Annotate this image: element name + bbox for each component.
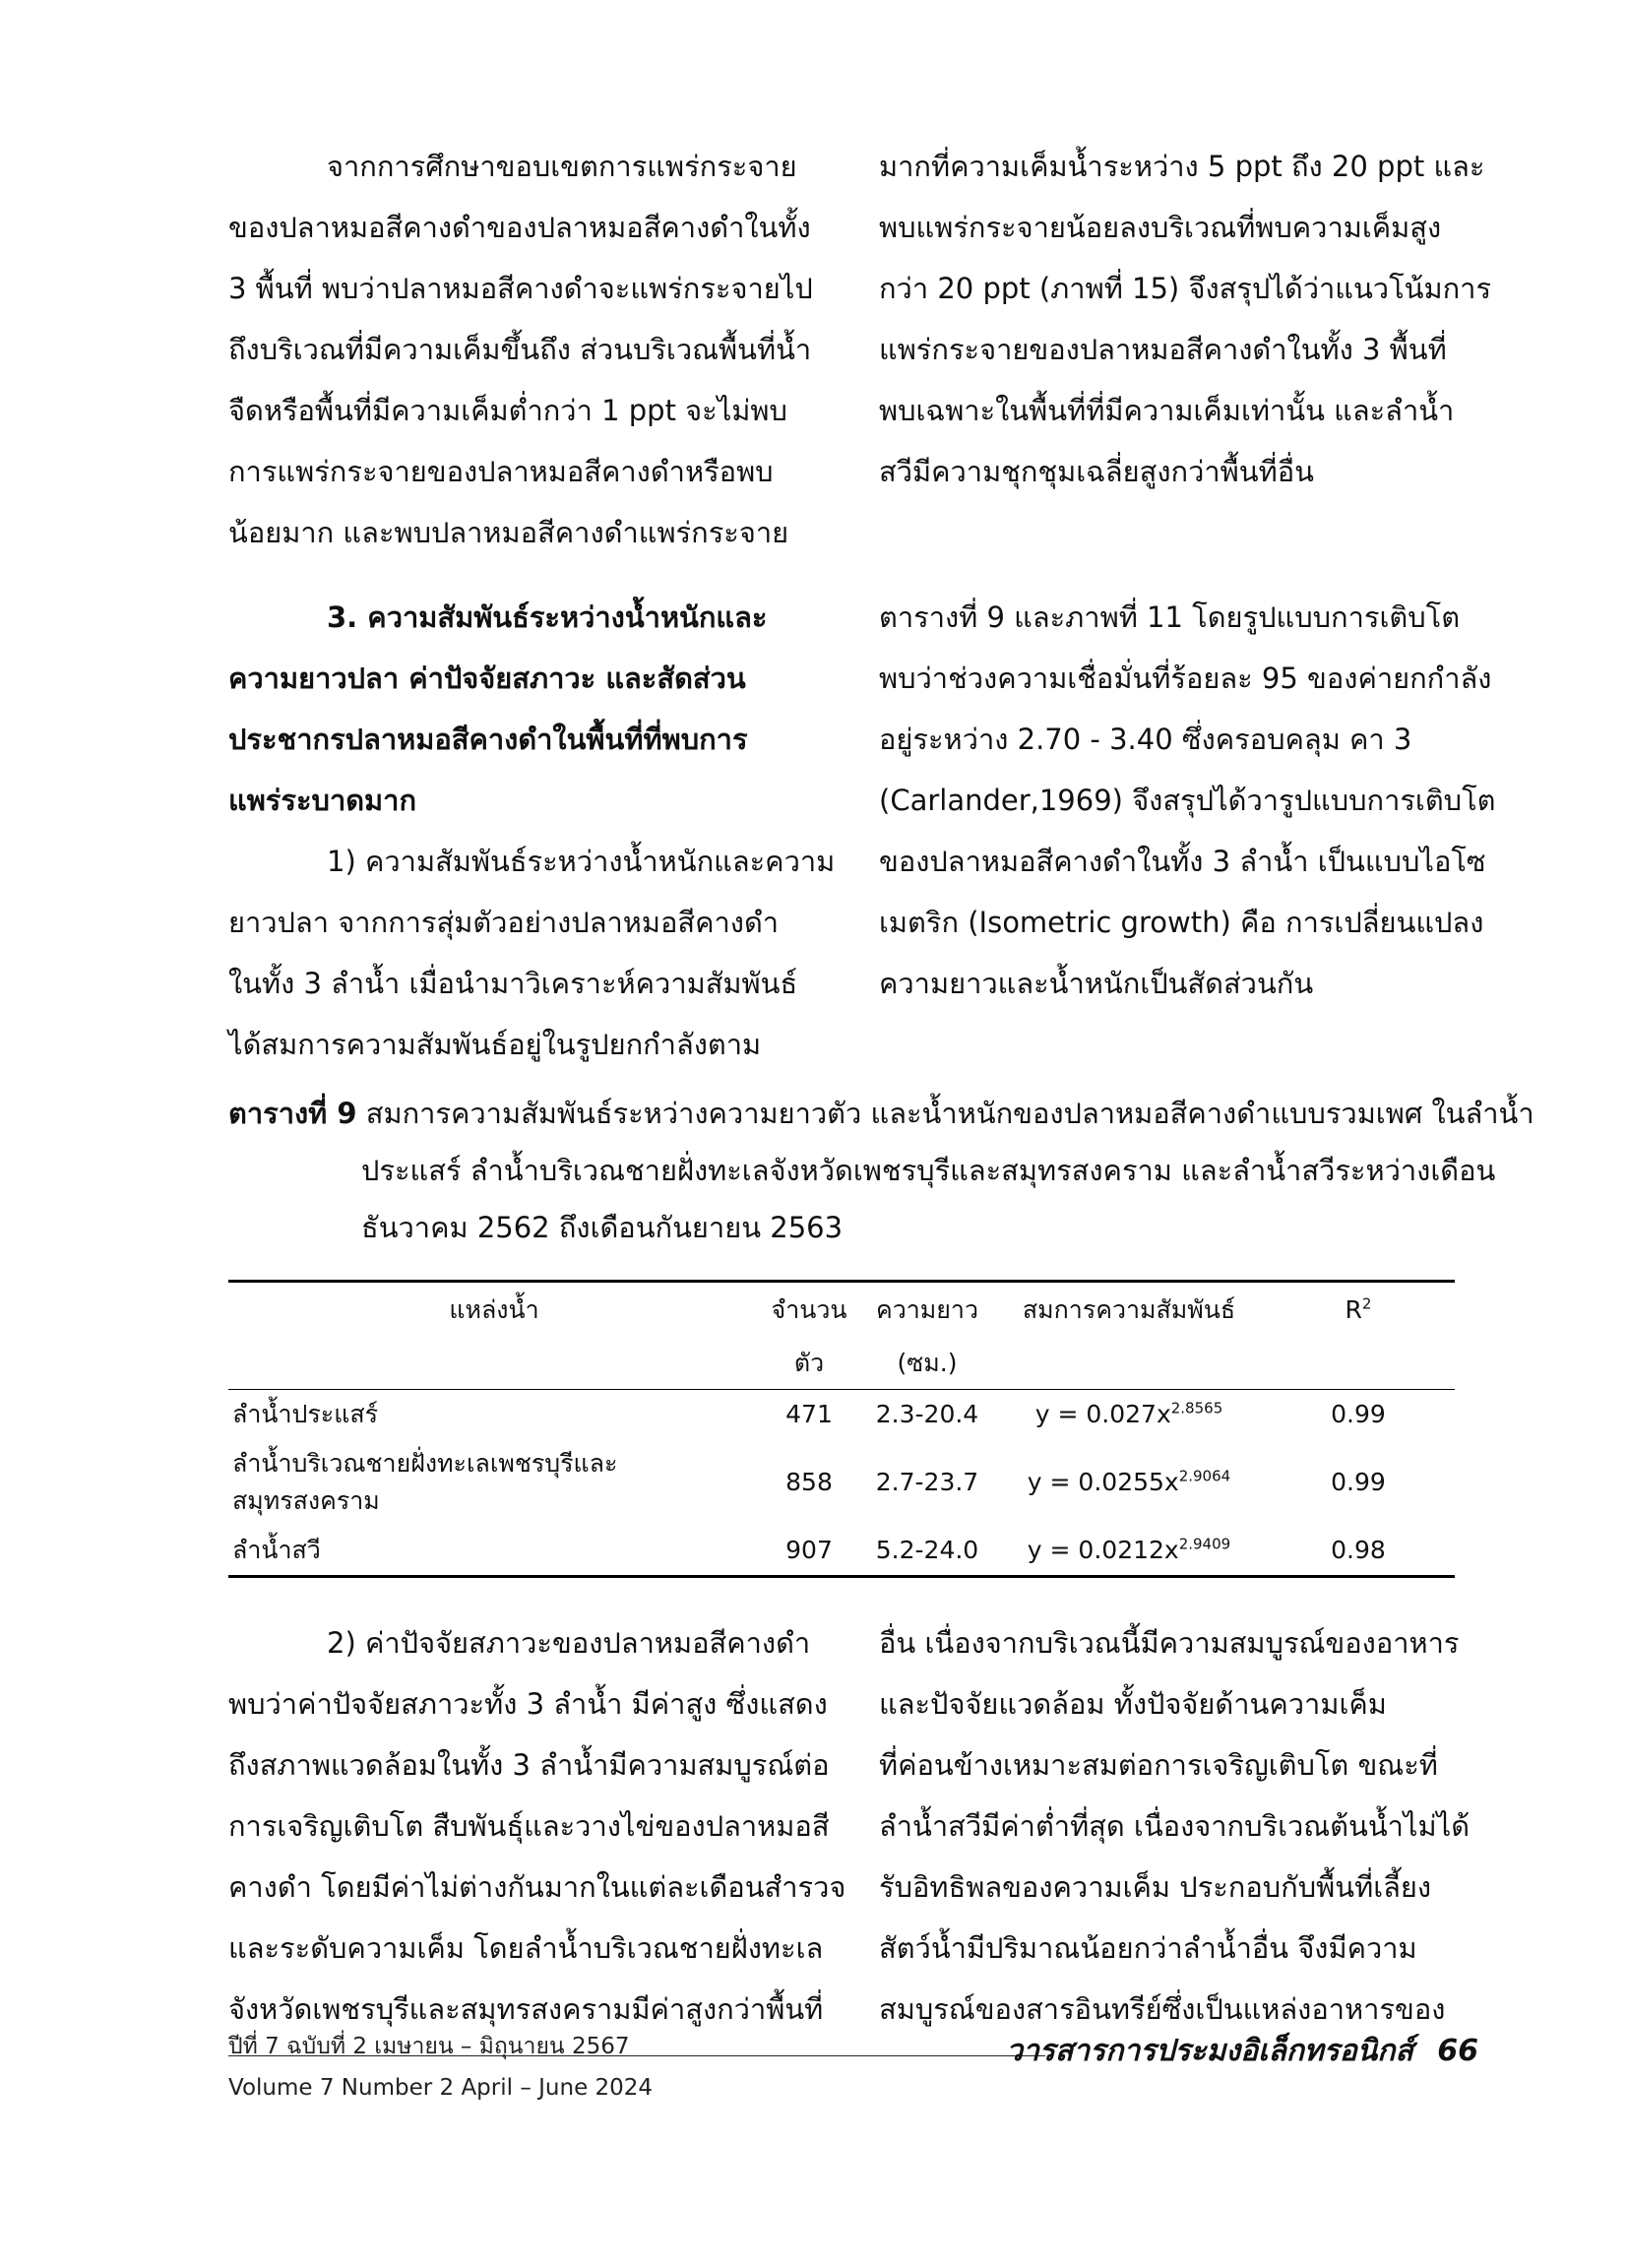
text-line: เมตริก (Isometric growth) คือ การเปลี่ยนแปลง xyxy=(879,906,1484,939)
header-empty xyxy=(996,1336,1262,1390)
cell-r2: 0.99 xyxy=(1331,1468,1386,1496)
text-line: รับอิทธิพลของความเค็ม ประกอบกับพื้นที่เลี้ยง xyxy=(879,1870,1432,1904)
section2-left-column xyxy=(228,587,836,1075)
text-line: จืดหรือพื้นที่มีความเค็มต่ำกว่า 1 ppt จะไม่พบ xyxy=(228,394,787,427)
cell-length: 2.3-20.4 xyxy=(875,1400,979,1428)
cell-source: ลำน้ำประแสร์ xyxy=(232,1400,379,1428)
cell-source: ลำน้ำบริเวณชายฝั่งทะเลเพชรบุรีและสมุทรสงคราม xyxy=(232,1449,618,1515)
cell-r2: 0.99 xyxy=(1331,1400,1386,1428)
text-line: 2) ค่าปัจจัยสภาวะของปลาหมอสีคางดำ xyxy=(327,1626,811,1660)
text-line: ในทั้ง 3 ลำน้ำ เมื่อนำมาวิเคราะห์ความสัมพันธ์ xyxy=(228,967,798,1000)
header-count-unit: ตัว xyxy=(760,1336,858,1390)
text-line: แพร่กระจายของปลาหมอสีคางดำในทั้ง 3 พื้นที่ xyxy=(879,333,1447,366)
cell-count: 907 xyxy=(760,1526,858,1577)
text-line: น้อยมาก และพบปลาหมอสีคางดำแพร่กระจาย xyxy=(228,516,789,549)
cell-r2: 0.98 xyxy=(1262,1526,1455,1577)
header-equation: สมการความสัมพันธ์ xyxy=(996,1282,1262,1337)
table-caption-text: ประแสร์ ลำน้ำบริเวณชายฝั่งทะเลจังหวัดเพชรบุรีและสมุทรสงคราม และลำน้ำสวีระหว่างเดือน xyxy=(361,1154,1496,1187)
cell-length: 2.7-23.7 xyxy=(875,1468,979,1496)
section3-left-paragraph xyxy=(228,1612,846,2040)
table-caption xyxy=(228,1085,1534,1256)
section2-right-paragraph xyxy=(879,587,1496,1014)
text-line: การแพร่กระจายของปลาหมอสีคางดำหรือพบ xyxy=(228,455,774,488)
text-line: กว่า 20 ppt (ภาพที่ 15) จึงสรุปได้ว่าแนวโน้มการ xyxy=(879,272,1492,305)
text-line: ได้สมการความสัมพันธ์อยู่ในรูปยกกำลังตาม xyxy=(228,1028,762,1061)
text-line: พบว่าค่าปัจจัยสภาวะทั้ง 3 ลำน้ำ มีค่าสูง ซึ่งแสดง xyxy=(228,1687,828,1721)
section-heading: แพร่ระบาดมาก xyxy=(228,784,417,817)
table-row xyxy=(228,1390,1455,1440)
section-heading: ความยาวปลา ค่าปัจจัยสภาวะ และสัดส่วน xyxy=(228,662,746,695)
table-caption-text: ธันวาคม 2562 ถึงเดือนกันยายน 2563 xyxy=(361,1211,844,1244)
text-line: (Carlander,1969) จึงสรุปได้วารูปแบบการเติบโต xyxy=(879,784,1496,817)
header-source: แหล่งน้ำ xyxy=(228,1282,760,1337)
table-row xyxy=(228,1526,1455,1577)
header-length: ความยาว xyxy=(858,1282,996,1337)
section1-left-paragraph xyxy=(228,136,813,563)
cell-count: 858 xyxy=(785,1468,833,1496)
text-line: 3 พื้นที่ พบว่าปลาหมอสีคางดำจะแพร่กระจายไป xyxy=(228,272,813,305)
footer-divider xyxy=(228,2055,1045,2056)
text-line: มากที่ความเค็มน้ำระหว่าง 5 ppt ถึง 20 ppt และ xyxy=(879,150,1485,183)
table-caption-label: ตารางที่ 9 xyxy=(228,1097,357,1130)
text-line: ตารางที่ 9 และภาพที่ 11 โดยรูปแบบการเติบโต xyxy=(879,600,1461,634)
text-line: การเจริญเติบโต สืบพันธุ์และวางไข่ของปลาหมอสี xyxy=(228,1809,830,1843)
text-line: พบแพร่กระจายน้อยลงบริเวณที่พบความเค็มสูง xyxy=(879,211,1442,244)
text-line: ที่ค่อนข้างเหมาะสมต่อการเจริญเติบโต ขณะที่ xyxy=(879,1748,1438,1782)
section1-right-paragraph xyxy=(879,136,1492,502)
regression-table xyxy=(228,1280,1455,1578)
text-line: ถึงสภาพแวดล้อมในทั้ง 3 ลำน้ำมีความสมบูรณ์ต่อ xyxy=(228,1748,830,1782)
header-empty xyxy=(228,1336,760,1390)
footer-issue xyxy=(228,2026,653,2109)
footer-issue-english: Volume 7 Number 2 April – June 2024 xyxy=(228,2075,654,2101)
footer-journal xyxy=(1006,2028,1478,2074)
text-line: พบว่าช่วงความเชื่อมั่นที่ร้อยละ 95 ของค่ายกกำลัง xyxy=(879,662,1492,695)
cell-equation: $y = 0.0212x^{2.9409}$ xyxy=(996,1526,1262,1577)
text-line: 1) ความสัมพันธ์ระหว่างน้ำหนักและความ xyxy=(327,845,836,878)
text-line: ลำน้ำสวีมีค่าต่ำที่สุด เนื่องจากบริเวณต้นน้ำไม่ได้ xyxy=(879,1809,1471,1843)
table-row xyxy=(228,1439,1455,1526)
page-number: 66 xyxy=(1437,2034,1478,2068)
text-line: ของปลาหมอสีคางดำในทั้ง 3 ลำน้ำ เป็นแบบไอโซ xyxy=(879,845,1486,878)
header-count: จำนวน xyxy=(760,1282,858,1337)
header-r2: $R^2$ xyxy=(1262,1282,1455,1337)
text-line: จังหวัดเพชรบุรีและสมุทรสงครามมีค่าสูงกว่าพื้นที่ xyxy=(228,1992,824,2026)
footer-issue-thai: ปีที่ 7 ฉบับที่ 2 เมษายน – มิถุนายน 2567 xyxy=(228,2034,630,2059)
text-line: คางดำ โดยมีค่าไม่ต่างกันมากในแต่ละเดือนสำรวจ xyxy=(228,1870,846,1904)
section-heading: 3. ความสัมพันธ์ระหว่างน้ำหนักและ xyxy=(327,600,768,634)
text-line: ถึงบริเวณที่มีความเค็มขึ้นถึง ส่วนบริเวณพื้นที่น้ำ xyxy=(228,333,812,366)
text-line: สัตว์น้ำมีปริมาณน้อยกว่าลำน้ำอื่น จึงมีความ xyxy=(879,1931,1417,1965)
section3-right-paragraph xyxy=(879,1612,1471,2040)
cell-equation: $y = 0.0255x^{2.9064}$ xyxy=(1027,1467,1231,1496)
text-line: จากการศึกษาขอบเขตการแพร่กระจาย xyxy=(327,150,797,183)
table-caption-text: สมการความสัมพันธ์ระหว่างความยาวตัว และน้ำหนักของปลาหมอสีคางดำแบบรวมเพศ ในลำน้ำ xyxy=(365,1097,1534,1130)
text-line: พบเฉพาะในพื้นที่ที่มีความเค็มเท่านั้น และลำน้ำ xyxy=(879,394,1455,427)
text-line: อื่น เนื่องจากบริเวณนี้มีความสมบูรณ์ของอาหาร xyxy=(879,1626,1460,1660)
text-line: สวีมีความชุกชุมเฉลี่ยสูงกว่าพื้นที่อื่น xyxy=(879,455,1314,488)
text-line: อยู่ระหว่าง 2.70 - 3.40 ซึ่งครอบคลุม คา 3 xyxy=(879,723,1412,756)
cell-equation: $y = 0.027x^{2.8565}$ xyxy=(1034,1399,1223,1428)
text-line: ยาวปลา จากการสุ่มตัวอย่างปลาหมอสีคางดำ xyxy=(228,906,780,939)
text-line: สมบูรณ์ของสารอินทรีย์ซึ่งเป็นแหล่งอาหารของ xyxy=(879,1992,1446,2026)
text-line: และปัจจัยแวดล้อม ทั้งปัจจัยด้านความเค็ม xyxy=(879,1687,1387,1721)
header-empty xyxy=(1262,1336,1455,1390)
text-line: ของปลาหมอสีคางดำของปลาหมอสีคางดำในทั้ง xyxy=(228,211,811,244)
text-line: และระดับความเค็ม โดยลำน้ำบริเวณชายฝั่งทะเล xyxy=(228,1931,824,1965)
cell-source: ลำน้ำสวี xyxy=(228,1526,760,1577)
text-line: ความยาวและน้ำหนักเป็นสัดส่วนกัน xyxy=(879,967,1314,1000)
cell-count: 471 xyxy=(785,1400,833,1428)
header-length-unit: (ซม.) xyxy=(858,1336,996,1390)
journal-title: วารสารการประมงอิเล็กทรอนิกส์ xyxy=(1006,2034,1413,2068)
section-heading: ประชากรปลาหมอสีคางดำในพื้นที่ที่พบการ xyxy=(228,723,748,756)
cell-length: 5.2-24.0 xyxy=(858,1526,996,1577)
